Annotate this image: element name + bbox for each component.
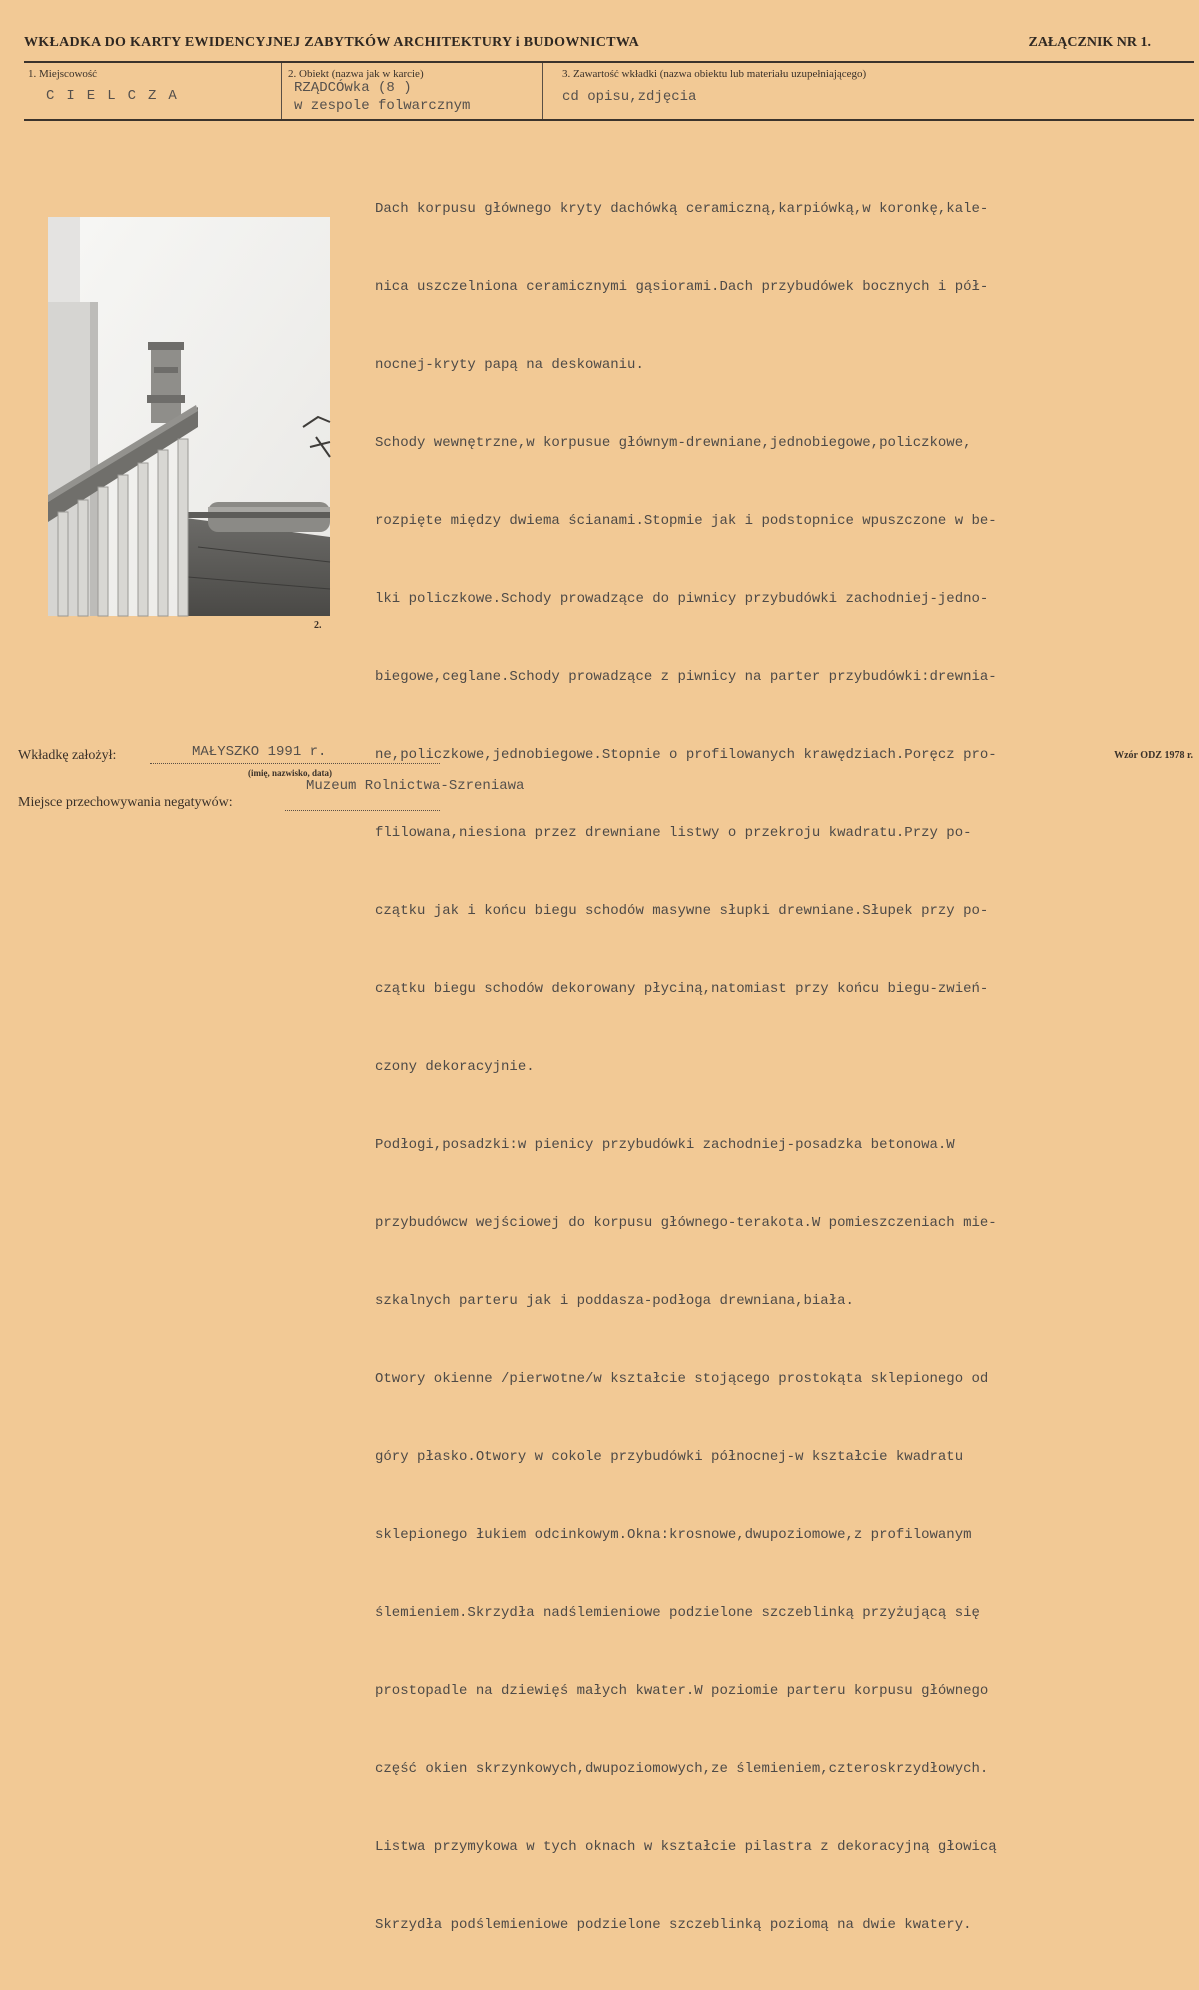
text-line: nocnej-kryty papą na deskowaniu. <box>375 357 644 373</box>
text-line: nica uszczelniona ceramicznymi gąsiorami.Dach przybudówek bocznych i pół- <box>375 279 989 295</box>
text-line: Skrzydła podślemieniowe podzielone szczeblinką poziomą na dwie kwatery. <box>375 1917 972 1933</box>
text-line: czony dekoracyjnie. <box>375 1059 535 1075</box>
object-value-line1: RZĄDCÓwka (8 ) <box>294 80 412 96</box>
storage-dotted-line <box>285 810 440 811</box>
sheet-title: WKŁADKA DO KARTY EWIDENCYJNEJ ZABYTKÓW ARCHITEKTURY i BUDOWNICTWA <box>24 35 640 50</box>
text-line: Schody wewnętrzne,w korpusue głównym-drewniane,jednobiegowe,policzkowe, <box>375 435 972 451</box>
text-line: ne,policzkowe,jednobiegowe.Stopnie o profilowanych krawędziach.Poręcz pro- <box>375 747 997 763</box>
header-rule-top <box>24 61 1194 63</box>
text-line: czątku jak i końcu biegu schodów masywne słupki drewniane.Słupek przy po- <box>375 903 989 919</box>
text-line: góry płasko.Otwory w cokole przybudówki północnej-w kształcie kwadratu <box>375 1449 964 1465</box>
object-value-line2: w zespole folwarcznym <box>294 98 471 114</box>
content-label: 3. Zawartość wkładki (nazwa obiektu lub materiału uzupełniającego) <box>562 68 867 80</box>
content-value: cd opisu,zdjęcia <box>562 89 697 105</box>
author-dotted-line <box>150 763 440 764</box>
photo-number: 2. <box>314 620 322 631</box>
text-line: biegowe,ceglane.Schody prowadzące z piwnicy na parter przybudówki:drewnia- <box>375 669 997 685</box>
staircase-illustration <box>48 217 330 616</box>
locality-value: CIELCZA <box>46 88 189 104</box>
locality-label: 1. Miejscowość <box>28 68 98 80</box>
text-line: szkalnych parteru jak i poddasza-podłoga drewniana,biała. <box>375 1293 854 1309</box>
header-rule-bottom <box>24 119 1194 121</box>
staircase-photo <box>48 217 330 616</box>
storage-value: Muzeum Rolnictwa-Szreniawa <box>306 778 525 794</box>
text-line: Listwa przymykowa w tych oknach w kształcie pilastra z dekoracyjną głowicą <box>375 1839 997 1855</box>
text-line: Dach korpusu głównego kryty dachówką ceramiczną,karpiówką,w koronkę,kale- <box>375 201 989 217</box>
attachment-number: ZAŁĄCZNIK NR 1. <box>1028 35 1151 50</box>
storage-label: Miejsce przechowywania negatywów: <box>18 795 233 810</box>
text-line: lki policzkowe.Schody prowadzące do piwnicy przybudówki zachodniej-jedno- <box>375 591 989 607</box>
author-label: Wkładkę założył: <box>18 748 117 763</box>
field-divider-1 <box>281 63 282 119</box>
object-label: 2. Obiekt (nazwa jak w karcie) <box>288 68 424 80</box>
text-line: prostopadle na dziewięś małych kwater.W poziomie parteru korpusu głównego <box>375 1683 989 1699</box>
form-reference: Wzór ODZ 1978 r. <box>1114 750 1193 761</box>
text-line: czątku biegu schodów dekorowany płyciną,natomiast przy końcu biegu-zwień- <box>375 981 989 997</box>
text-line: Podłogi,posadzki:w pienicy przybudówki zachodniej-posadzka betonowa.W <box>375 1137 955 1153</box>
text-line: część okien skrzynkowych,dwupoziomowych,ze ślemieniem,czteroskrzydłowych. <box>375 1761 989 1777</box>
text-line: ślemieniem.Skrzydła nadślemieniowe podzielone szczeblinką przyżującą się <box>375 1605 980 1621</box>
description-text <box>375 144 1165 1990</box>
text-line: rozpięte między dwiema ścianami.Stopmie jak i podstopnice wpuszczone w be- <box>375 513 997 529</box>
field-divider-2 <box>542 63 543 119</box>
text-line: przybudówcw wejściowej do korpusu głównego-terakota.W pomieszczeniach mie- <box>375 1215 997 1231</box>
text-line: Otwory okienne /pierwotne/w kształcie stojącego prostokąta sklepionego od <box>375 1371 989 1387</box>
text-line: flilowana,niesiona przez drewniane listwy o przekroju kwadratu.Przy po- <box>375 825 972 841</box>
author-value: MAŁYSZKO 1991 r. <box>192 744 327 760</box>
author-caption: (imię, nazwisko, data) <box>248 768 332 778</box>
text-line: sklepionego łukiem odcinkowym.Okna:krosnowe,dwupoziomowe,z profilowanym <box>375 1527 972 1543</box>
